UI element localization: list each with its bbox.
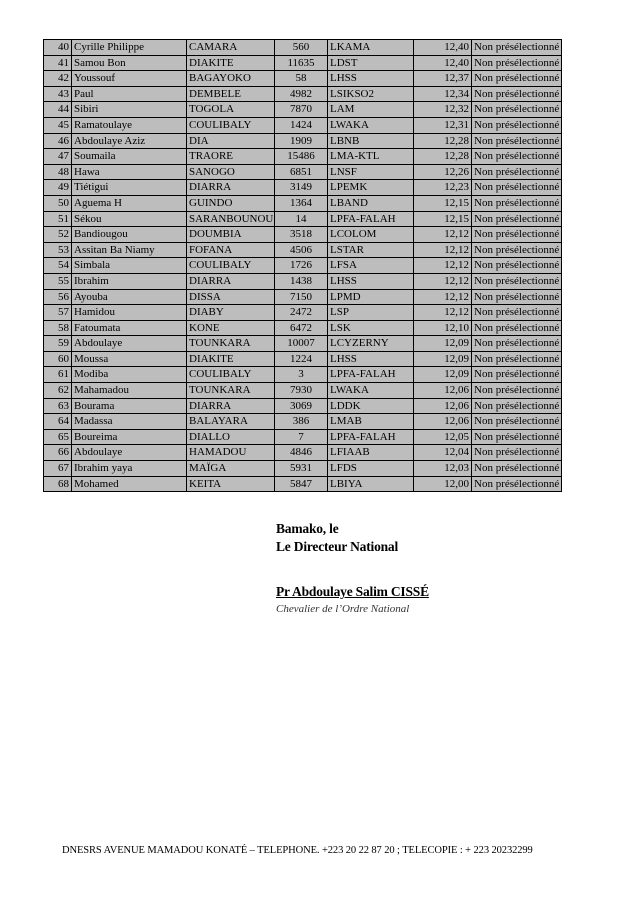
table-row — [44, 320, 562, 336]
table-row — [44, 273, 562, 289]
school-cell: LSP — [328, 305, 414, 321]
id-cell: 3069 — [275, 398, 328, 414]
id-cell: 386 — [275, 414, 328, 430]
table-row — [44, 383, 562, 399]
status-cell: Non présélectionné — [472, 398, 562, 414]
rank-cell: 63 — [44, 398, 72, 414]
table-row — [44, 242, 562, 258]
score-cell: 12,06 — [414, 414, 472, 430]
rank-cell: 58 — [44, 320, 72, 336]
rank-cell: 43 — [44, 86, 72, 102]
school-cell: LNSF — [328, 164, 414, 180]
score-cell: 12,09 — [414, 336, 472, 352]
score-cell: 12,12 — [414, 227, 472, 243]
table-row — [44, 367, 562, 383]
id-cell: 4982 — [275, 86, 328, 102]
last-name-cell: COULIBALY — [187, 258, 275, 274]
first-name-cell: Abdoulaye — [72, 445, 187, 461]
status-cell: Non présélectionné — [472, 195, 562, 211]
score-cell: 12,28 — [414, 149, 472, 165]
id-cell: 5847 — [275, 476, 328, 492]
status-cell: Non présélectionné — [472, 445, 562, 461]
school-cell: LBNB — [328, 133, 414, 149]
rank-cell: 68 — [44, 476, 72, 492]
last-name-cell: DIARRA — [187, 398, 275, 414]
score-cell: 12,05 — [414, 429, 472, 445]
first-name-cell: Sékou — [72, 211, 187, 227]
school-cell: LPMD — [328, 289, 414, 305]
first-name-cell: Fatoumata — [72, 320, 187, 336]
first-name-cell: Ramatoulaye — [72, 117, 187, 133]
id-cell: 2472 — [275, 305, 328, 321]
id-cell: 6851 — [275, 164, 328, 180]
status-cell: Non présélectionné — [472, 414, 562, 430]
status-cell: Non présélectionné — [472, 117, 562, 133]
last-name-cell: COULIBALY — [187, 117, 275, 133]
status-cell: Non présélectionné — [472, 40, 562, 56]
id-cell: 58 — [275, 71, 328, 87]
rank-cell: 41 — [44, 55, 72, 71]
school-cell: LFIAAB — [328, 445, 414, 461]
table-row — [44, 211, 562, 227]
status-cell: Non présélectionné — [472, 227, 562, 243]
rank-cell: 64 — [44, 414, 72, 430]
last-name-cell: MAÏGA — [187, 461, 275, 477]
table-row — [44, 71, 562, 87]
status-cell: Non présélectionné — [472, 289, 562, 305]
id-cell: 4506 — [275, 242, 328, 258]
table-row — [44, 336, 562, 352]
school-cell: LAM — [328, 102, 414, 118]
rank-cell: 61 — [44, 367, 72, 383]
rank-cell: 48 — [44, 164, 72, 180]
last-name-cell: BAGAYOKO — [187, 71, 275, 87]
school-cell: LBAND — [328, 195, 414, 211]
first-name-cell: Boureima — [72, 429, 187, 445]
score-cell: 12,04 — [414, 445, 472, 461]
first-name-cell: Hamidou — [72, 305, 187, 321]
status-cell: Non présélectionné — [472, 273, 562, 289]
last-name-cell: TOGOLA — [187, 102, 275, 118]
id-cell: 1909 — [275, 133, 328, 149]
status-cell: Non présélectionné — [472, 258, 562, 274]
status-cell: Non présélectionné — [472, 164, 562, 180]
table-row — [44, 398, 562, 414]
rank-cell: 54 — [44, 258, 72, 274]
table-row — [44, 195, 562, 211]
rank-cell: 49 — [44, 180, 72, 196]
rank-cell: 67 — [44, 461, 72, 477]
id-cell: 11635 — [275, 55, 328, 71]
school-cell: LHSS — [328, 71, 414, 87]
last-name-cell: DIALLO — [187, 429, 275, 445]
school-cell: LCYZERNY — [328, 336, 414, 352]
score-cell: 12,23 — [414, 180, 472, 196]
last-name-cell: SARANBOUNOU — [187, 211, 275, 227]
score-cell: 12,03 — [414, 461, 472, 477]
table-body — [44, 40, 562, 492]
last-name-cell: COULIBALY — [187, 367, 275, 383]
last-name-cell: TOUNKARA — [187, 336, 275, 352]
status-cell: Non présélectionné — [472, 320, 562, 336]
score-cell: 12,28 — [414, 133, 472, 149]
table-row — [44, 445, 562, 461]
status-cell: Non présélectionné — [472, 305, 562, 321]
table-row — [44, 289, 562, 305]
rank-cell: 60 — [44, 351, 72, 367]
status-cell: Non présélectionné — [472, 149, 562, 165]
score-cell: 12,37 — [414, 71, 472, 87]
id-cell: 3 — [275, 367, 328, 383]
score-cell: 12,12 — [414, 258, 472, 274]
id-cell: 1224 — [275, 351, 328, 367]
last-name-cell: DIAKITE — [187, 351, 275, 367]
first-name-cell: Sibiri — [72, 102, 187, 118]
table-row — [44, 258, 562, 274]
results-table — [43, 39, 562, 492]
id-cell: 1364 — [275, 195, 328, 211]
first-name-cell: Tiétigui — [72, 180, 187, 196]
score-cell: 12,00 — [414, 476, 472, 492]
score-cell: 12,12 — [414, 289, 472, 305]
school-cell: LPFA-FALAH — [328, 211, 414, 227]
signature-name: Pr Abdoulaye Salim CISSÉ — [276, 584, 429, 599]
table-row — [44, 351, 562, 367]
score-cell: 12,12 — [414, 242, 472, 258]
first-name-cell: Bourama — [72, 398, 187, 414]
score-cell: 12,12 — [414, 273, 472, 289]
last-name-cell: DIABY — [187, 305, 275, 321]
first-name-cell: Soumaila — [72, 149, 187, 165]
table-row — [44, 86, 562, 102]
score-cell: 12,26 — [414, 164, 472, 180]
school-cell: LBIYA — [328, 476, 414, 492]
rank-cell: 40 — [44, 40, 72, 56]
id-cell: 560 — [275, 40, 328, 56]
status-cell: Non présélectionné — [472, 461, 562, 477]
id-cell: 7 — [275, 429, 328, 445]
last-name-cell: KEITA — [187, 476, 275, 492]
rank-cell: 50 — [44, 195, 72, 211]
first-name-cell: Ayouba — [72, 289, 187, 305]
score-cell: 12,09 — [414, 367, 472, 383]
last-name-cell: DEMBELE — [187, 86, 275, 102]
rank-cell: 65 — [44, 429, 72, 445]
first-name-cell: Hawa — [72, 164, 187, 180]
last-name-cell: SANOGO — [187, 164, 275, 180]
rank-cell: 44 — [44, 102, 72, 118]
rank-cell: 46 — [44, 133, 72, 149]
school-cell: LPFA-FALAH — [328, 367, 414, 383]
last-name-cell: KONE — [187, 320, 275, 336]
table-row — [44, 180, 562, 196]
id-cell: 1726 — [275, 258, 328, 274]
score-cell: 12,12 — [414, 305, 472, 321]
signature-place: Bamako, le — [276, 521, 339, 536]
table-row — [44, 55, 562, 71]
score-cell: 12,06 — [414, 383, 472, 399]
score-cell: 12,06 — [414, 398, 472, 414]
rank-cell: 62 — [44, 383, 72, 399]
table-row — [44, 305, 562, 321]
first-name-cell: Samou Bon — [72, 55, 187, 71]
rank-cell: 55 — [44, 273, 72, 289]
first-name-cell: Paul — [72, 86, 187, 102]
first-name-cell: Cyrille Philippe — [72, 40, 187, 56]
rank-cell: 51 — [44, 211, 72, 227]
first-name-cell: Youssouf — [72, 71, 187, 87]
score-cell: 12,31 — [414, 117, 472, 133]
id-cell: 15486 — [275, 149, 328, 165]
id-cell: 3149 — [275, 180, 328, 196]
first-name-cell: Aguema H — [72, 195, 187, 211]
table-row — [44, 164, 562, 180]
rank-cell: 47 — [44, 149, 72, 165]
first-name-cell: Modiba — [72, 367, 187, 383]
last-name-cell: GUINDO — [187, 195, 275, 211]
last-name-cell: HAMADOU — [187, 445, 275, 461]
score-cell: 12,40 — [414, 55, 472, 71]
school-cell: LWAKA — [328, 383, 414, 399]
table-row — [44, 476, 562, 492]
school-cell: LWAKA — [328, 117, 414, 133]
page-footer: DNESRS AVENUE MAMADOU KONATÉ – TELEPHONE. +223 20 22 87 20 ; TELECOPIE : + 223 20232299 — [62, 845, 533, 856]
table-row — [44, 227, 562, 243]
status-cell: Non présélectionné — [472, 180, 562, 196]
school-cell: LSIKSO2 — [328, 86, 414, 102]
last-name-cell: DIA — [187, 133, 275, 149]
status-cell: Non présélectionné — [472, 367, 562, 383]
id-cell: 14 — [275, 211, 328, 227]
status-cell: Non présélectionné — [472, 86, 562, 102]
last-name-cell: DIARRA — [187, 273, 275, 289]
status-cell: Non présélectionné — [472, 242, 562, 258]
rank-cell: 45 — [44, 117, 72, 133]
status-cell: Non présélectionné — [472, 71, 562, 87]
school-cell: LSK — [328, 320, 414, 336]
score-cell: 12,32 — [414, 102, 472, 118]
score-cell: 12,40 — [414, 40, 472, 56]
first-name-cell: Abdoulaye Aziz — [72, 133, 187, 149]
last-name-cell: TOUNKARA — [187, 383, 275, 399]
id-cell: 7150 — [275, 289, 328, 305]
status-cell: Non présélectionné — [472, 211, 562, 227]
school-cell: LFSA — [328, 258, 414, 274]
id-cell: 5931 — [275, 461, 328, 477]
score-cell: 12,09 — [414, 351, 472, 367]
status-cell: Non présélectionné — [472, 476, 562, 492]
first-name-cell: Madassa — [72, 414, 187, 430]
id-cell: 7930 — [275, 383, 328, 399]
first-name-cell: Abdoulaye — [72, 336, 187, 352]
first-name-cell: Mahamadou — [72, 383, 187, 399]
score-cell: 12,15 — [414, 211, 472, 227]
first-name-cell: Ibrahim yaya — [72, 461, 187, 477]
school-cell: LPFA-FALAH — [328, 429, 414, 445]
school-cell: LKAMA — [328, 40, 414, 56]
id-cell: 3518 — [275, 227, 328, 243]
score-cell: 12,10 — [414, 320, 472, 336]
school-cell: LHSS — [328, 351, 414, 367]
last-name-cell: DISSA — [187, 289, 275, 305]
last-name-cell: DIAKITE — [187, 55, 275, 71]
score-cell: 12,15 — [414, 195, 472, 211]
last-name-cell: DOUMBIA — [187, 227, 275, 243]
table-row — [44, 133, 562, 149]
status-cell: Non présélectionné — [472, 351, 562, 367]
table-row — [44, 429, 562, 445]
id-cell: 4846 — [275, 445, 328, 461]
school-cell: LFDS — [328, 461, 414, 477]
id-cell: 10007 — [275, 336, 328, 352]
status-cell: Non présélectionné — [472, 383, 562, 399]
last-name-cell: TRAORE — [187, 149, 275, 165]
status-cell: Non présélectionné — [472, 55, 562, 71]
last-name-cell: FOFANA — [187, 242, 275, 258]
rank-cell: 66 — [44, 445, 72, 461]
status-cell: Non présélectionné — [472, 429, 562, 445]
school-cell: LCOLOM — [328, 227, 414, 243]
first-name-cell: Moussa — [72, 351, 187, 367]
last-name-cell: BALAYARA — [187, 414, 275, 430]
table-row — [44, 461, 562, 477]
id-cell: 6472 — [275, 320, 328, 336]
school-cell: LMA-KTL — [328, 149, 414, 165]
school-cell: LDDK — [328, 398, 414, 414]
score-cell: 12,34 — [414, 86, 472, 102]
status-cell: Non présélectionné — [472, 102, 562, 118]
school-cell: LMAB — [328, 414, 414, 430]
first-name-cell: Mohamed — [72, 476, 187, 492]
last-name-cell: CAMARA — [187, 40, 275, 56]
status-cell: Non présélectionné — [472, 133, 562, 149]
rank-cell: 42 — [44, 71, 72, 87]
first-name-cell: Bandiougou — [72, 227, 187, 243]
table-row — [44, 117, 562, 133]
table-row — [44, 414, 562, 430]
id-cell: 1438 — [275, 273, 328, 289]
signature-role: Le Directeur National — [276, 539, 399, 554]
last-name-cell: DIARRA — [187, 180, 275, 196]
rank-cell: 56 — [44, 289, 72, 305]
rank-cell: 57 — [44, 305, 72, 321]
table-row — [44, 149, 562, 165]
table-row — [44, 102, 562, 118]
school-cell: LSTAR — [328, 242, 414, 258]
id-cell: 1424 — [275, 117, 328, 133]
signature-title: Chevalier de l’Ordre National — [276, 603, 410, 615]
id-cell: 7870 — [275, 102, 328, 118]
first-name-cell: Assitan Ba Niamy — [72, 242, 187, 258]
rank-cell: 52 — [44, 227, 72, 243]
table-row — [44, 40, 562, 56]
first-name-cell: Simbala — [72, 258, 187, 274]
rank-cell: 53 — [44, 242, 72, 258]
status-cell: Non présélectionné — [472, 336, 562, 352]
school-cell: LPEMK — [328, 180, 414, 196]
rank-cell: 59 — [44, 336, 72, 352]
school-cell: LDST — [328, 55, 414, 71]
school-cell: LHSS — [328, 273, 414, 289]
first-name-cell: Ibrahim — [72, 273, 187, 289]
